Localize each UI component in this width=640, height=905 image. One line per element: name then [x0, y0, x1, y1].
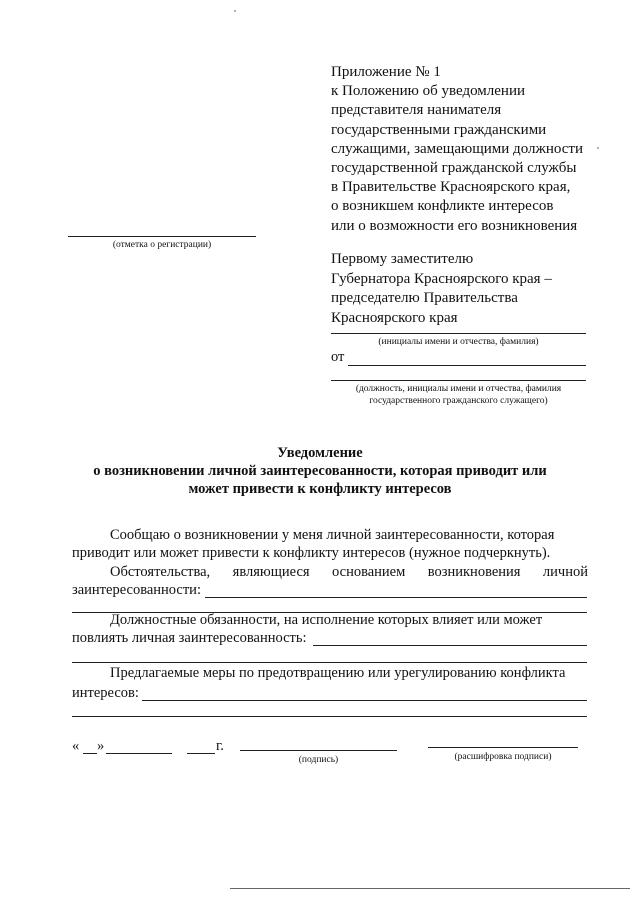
decoding-caption: (расшифровка подписи) — [454, 752, 552, 762]
document-title: Уведомление — [277, 445, 363, 461]
date-month-line — [106, 753, 172, 754]
paragraph-2-word: личной — [542, 564, 588, 580]
fill-line — [72, 716, 587, 717]
signature-line — [240, 750, 397, 751]
appendix-line: государственной гражданской службы — [331, 160, 577, 177]
paragraph-2-word: Обстоятельства, — [110, 564, 211, 580]
paragraph-4-line-1: Предлагаемые меры по предотвращению или урегулированию конфликта — [110, 665, 566, 681]
paragraph-2-word: являющиеся — [232, 564, 310, 580]
addressee-block — [331, 250, 552, 328]
appendix-line: о возникшем конфликте интересов — [331, 198, 554, 215]
paragraph-3-line-2: повлиять личная заинтересованность: — [72, 630, 307, 646]
addressee-line: председателю Правительства — [331, 290, 518, 306]
date-year-suffix: г. — [216, 738, 224, 754]
addressee-line: Первому заместителю — [331, 251, 474, 267]
paragraph-2-line-1 — [110, 564, 588, 581]
registration-caption: (отметка о регистрации) — [112, 240, 212, 250]
scan-edge-line — [230, 888, 630, 889]
fill-line — [72, 662, 587, 663]
paragraph-2-word: возникновения — [427, 564, 521, 580]
scan-speck — [597, 147, 599, 149]
paragraph-2-word: основанием — [332, 564, 406, 580]
paragraph-1-line-2: приводит или может привести к конфликту интересов (нужное подчеркнуть). — [72, 545, 551, 561]
paragraph-3-line-1: Должностные обязанности, на исполнение которых влияет или может — [110, 612, 543, 628]
date-close-quote: » — [97, 738, 105, 754]
document-title-line2: о возникновении личной заинтересованности, которая приводит или — [93, 463, 547, 479]
document-title-line3: может привести к конфликту интересов — [188, 481, 452, 497]
fill-line — [205, 597, 587, 598]
paragraph-1-line-1: Сообщаю о возникновении у меня личной заинтересованности, которая — [110, 527, 555, 543]
initials-caption: (инициалы имени и отчества, фамилия) — [378, 337, 539, 347]
appendix-line: Приложение № 1 — [331, 64, 441, 80]
appendix-header — [331, 63, 583, 236]
scan-speck — [234, 10, 236, 12]
initials-line — [331, 333, 586, 334]
appendix-line: к Положению об уведомлении — [331, 83, 526, 100]
position-caption-1: (должность, инициалы имени и отчества, фамилия — [355, 384, 562, 394]
fill-line — [142, 700, 587, 701]
addressee-line: Красноярского края — [331, 309, 458, 326]
appendix-line: или о возможности его возникновения — [331, 217, 578, 234]
position-caption-2: государственного гражданского служащего) — [369, 396, 548, 406]
date-day-line — [83, 753, 97, 754]
decoding-line — [428, 747, 578, 748]
from-label: от — [331, 349, 345, 365]
appendix-line: государственными гражданскими — [331, 121, 547, 138]
fill-line — [313, 645, 587, 646]
date-year-line — [187, 753, 215, 754]
registration-line — [68, 236, 256, 237]
from-line — [348, 365, 586, 366]
appendix-line: в Правительстве Красноярского края, — [331, 179, 571, 196]
addressee-line: Губернатора Красноярского края – — [331, 270, 552, 287]
paragraph-4-line-2: интересов: — [72, 685, 139, 701]
date-open-quote: « — [72, 738, 80, 754]
signature-caption: (подпись) — [298, 755, 339, 765]
paragraph-2-line-2: заинтересованности: — [72, 582, 201, 598]
appendix-line: служащими, замещающими должности — [331, 140, 583, 157]
position-line — [331, 380, 586, 381]
appendix-line: представителя нанимателя — [331, 102, 502, 119]
